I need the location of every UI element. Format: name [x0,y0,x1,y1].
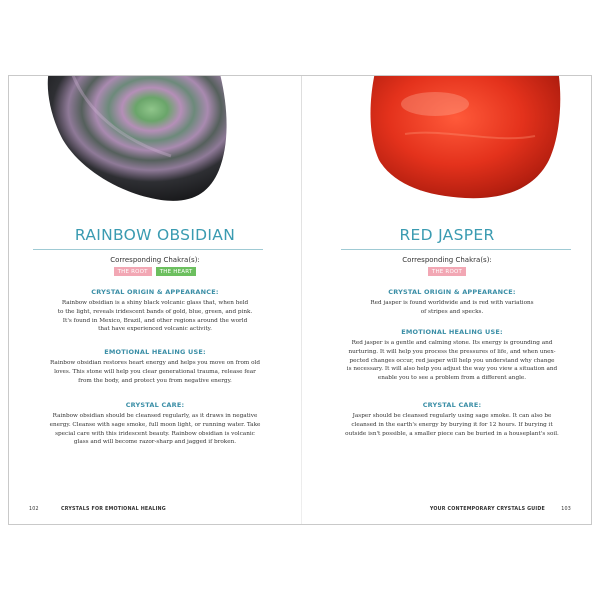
section-heading: CRYSTAL CARE: [422,401,482,409]
right-page [301,76,592,524]
chakra-label: Corresponding Chakra(s): [402,256,492,264]
page-title: RAINBOW OBSIDIAN [74,226,236,244]
page-number: 102 [29,507,39,512]
section-text: Rainbow obsidian restores heart energy and helps you move on from old loves. This stone will help you clear generational trauma, release fear from the body, and protect you from negative energy. [50,360,260,384]
section-text: Jasper should be cleansed regularly using sage smoke. It can also be cleansed in the earth's energy by burying it for 12 hours. If burying it outside isn't possible, a smaller piece can be buried in a houseplant's soil. [345,413,559,437]
section-heading: EMOTIONAL HEALING USE: [104,348,206,356]
chakra-badge-root: THE ROOT [428,267,466,276]
chakra-label: Corresponding Chakra(s): [110,256,200,264]
red-jasper-image [365,75,565,204]
section-healing [325,328,579,388]
left-page [9,76,301,524]
section-care [325,401,579,443]
section-heading: EMOTIONAL HEALING USE: [401,328,503,336]
chakra-badges [301,267,592,276]
section-heading: CRYSTAL CARE: [125,401,185,409]
section-text: Red jasper is found worldwide and is red with variations of stripes and specks. [370,300,534,315]
chakra-badge-heart: THE HEART [156,267,197,276]
section-text: Rainbow obsidian should be cleansed regularly, as it draws in negative energy. Cleanse with sage smoke, full moon light, or running water. Take special care with this iridescent beauty. Rainbow obsidian is volcanic glass and will become razor-sharp and jagged if broken. [49,413,261,446]
section-heading: CRYSTAL ORIGIN & APPEARANCE: [388,288,516,296]
section-care [29,401,281,452]
running-title: CRYSTALS FOR EMOTIONAL HEALING [61,507,166,512]
section-text: Red jasper is a gentle and calming stone. Its energy is grounding and nurturing. It will help you process the pressures of life, and when unex- pected changes occur, red jasper will help you understand why change is necessary. It will also help you adjust the way you view a situation and enable you to see a problem from a different angle. [346,340,558,382]
section-text: Rainbow obsidian is a shiny black volcanic glass that, when held to the light, reveals iridescent bands of gold, blue, green, and pink. It's found in Mexico, Brazil, and other regions around the world that have experienced volcanic activity. [57,300,253,333]
title-rule [341,249,571,250]
section-healing [29,348,281,390]
page-title: RED JASPER [399,226,495,244]
chakra-badge-root: THE ROOT [114,267,152,276]
page-number: 103 [561,507,571,512]
book-spread [8,75,592,525]
section-origin [325,288,579,322]
section-heading: CRYSTAL ORIGIN & APPEARANCE: [91,288,219,296]
rainbow-obsidian-image [41,75,241,210]
title-rule [33,249,263,250]
section-origin [29,288,281,339]
running-title: YOUR CONTEMPORARY CRYSTALS GUIDE [429,507,545,512]
chakra-badges [9,267,301,276]
